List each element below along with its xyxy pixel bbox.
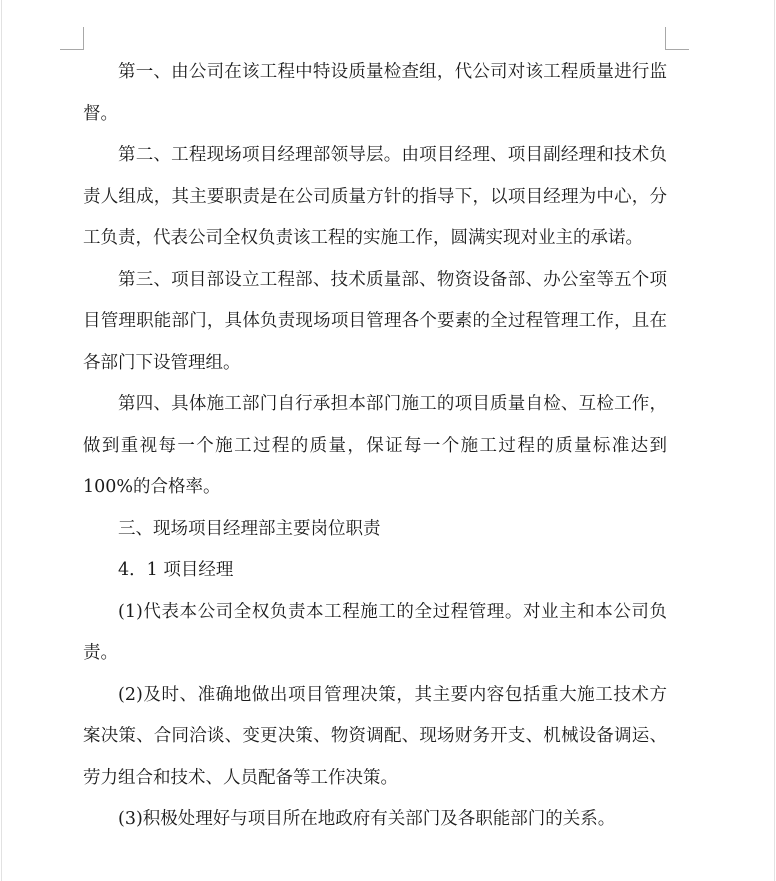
crop-mark-top-left-horizontal: [60, 49, 83, 50]
duty-item-2: (2)及时、准确地做出项目管理决策，其主要内容包括重大施工技术方案决策、合同洽谈、变更决策、物资调配、现场财务开支、机械设备调运、劳力组合和技术、人员配备等工作决策。: [83, 684, 667, 788]
paragraph-2: 第二、工程现场项目经理部领导层。由项目经理、项目副经理和技术负责人组成，其主要职责是在公司质量方针的指导下，以项目经理为中心，分工负责，代表公司全权负责该工程的实施工作，圆满实现对业主的承诺。: [83, 145, 667, 248]
page-left-edge: [1, 0, 2, 881]
crop-mark-top-left-vertical: [83, 27, 84, 50]
subsection-heading: 4．1 项目经理: [118, 560, 234, 580]
page-right-edge: [774, 0, 775, 881]
duty-item-1: (1)代表本公司全权负责本工程施工的全过程管理。对业主和本公司负责。: [83, 601, 667, 663]
document-body[interactable]: [83, 52, 667, 841]
section-heading: 三、现场项目经理部主要岗位职责: [118, 518, 381, 539]
duty-item-3: (3)积极处理好与项目所在地政府有关部门及各职能部门的关系。: [118, 809, 616, 829]
crop-mark-top-right-horizontal: [666, 49, 689, 50]
paragraph-4: 第四、具体施工部门自行承担本部门施工的项目质量自检、互检工作，做到重视每一个施工过程的质量，保证每一个施工过程的质量标准达到 100%的合格率。: [83, 394, 667, 497]
paragraph-1: 第一、由公司在该工程中特设质量检查组，代公司对该工程质量进行监督。: [83, 62, 667, 124]
paragraph-3: 第三、项目部设立工程部、技术质量部、物资设备部、办公室等五个项目管理职能部门，具体负责现场项目管理各个要素的全过程管理工作，且在各部门下设管理组。: [83, 269, 667, 373]
crop-mark-top-right-vertical: [665, 27, 666, 50]
